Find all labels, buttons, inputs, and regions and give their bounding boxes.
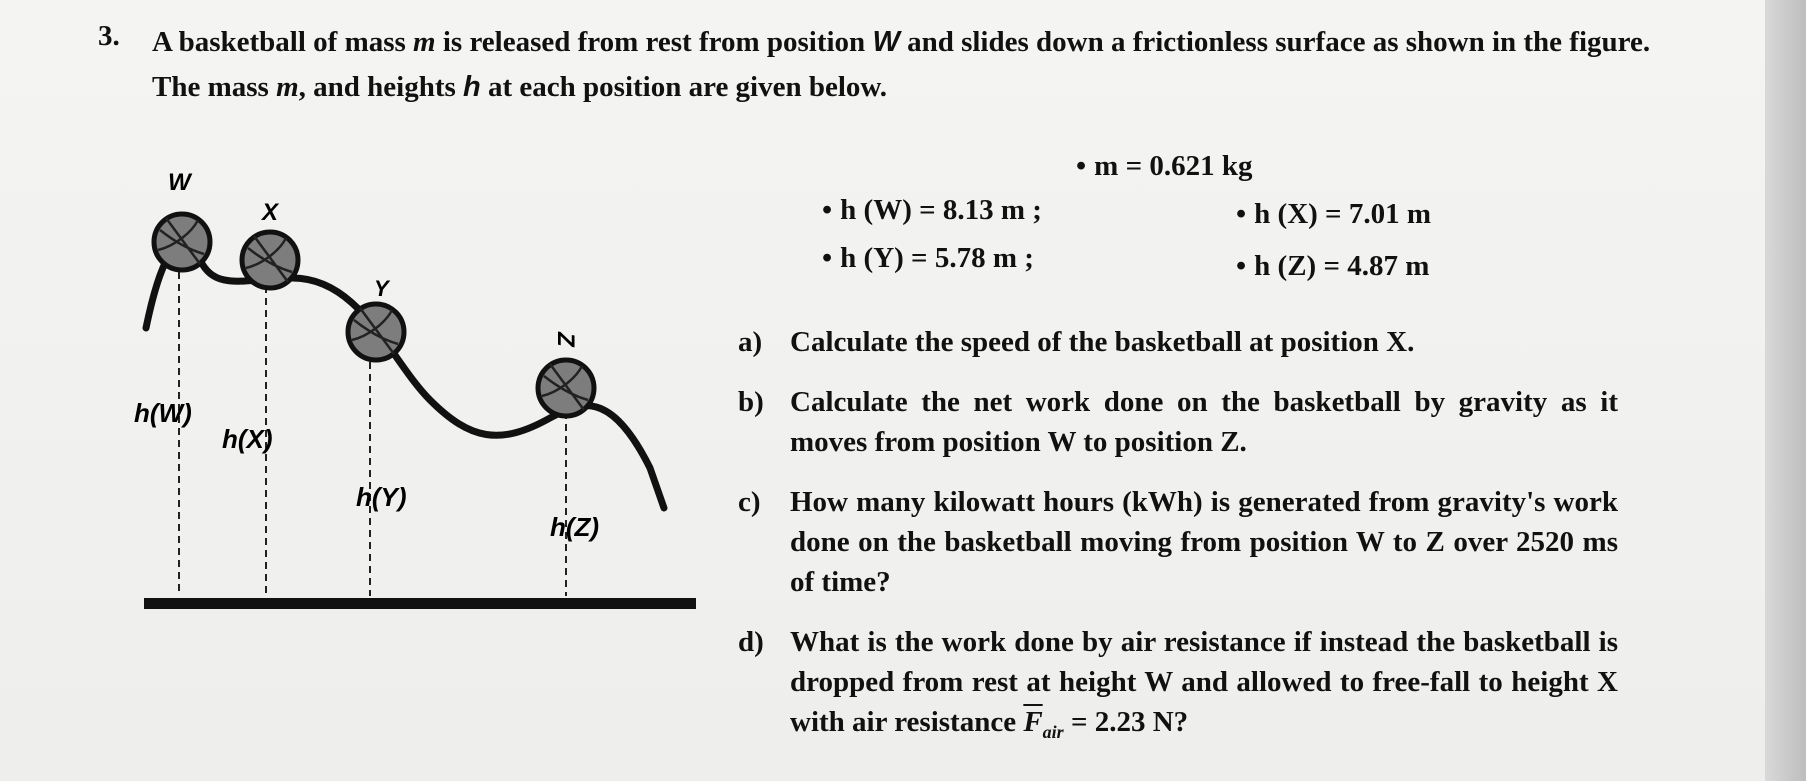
question-text-end: = 2.23 N? — [1063, 706, 1189, 738]
stem-var-m2: m — [276, 71, 299, 103]
question-text: What is the work done by air resistance if instead the basketball is dropped from rest at height W and allowed to free-fall to height X with air resistance — [790, 626, 1618, 738]
given-height-w: • h (W) = 8.13 m ; — [822, 194, 1042, 227]
track-diagram — [130, 160, 710, 620]
stem-text-2: is released from rest from position — [435, 26, 873, 58]
label-x: X — [262, 199, 279, 226]
stem-text-5: at each position are given below. — [480, 71, 888, 103]
question-a — [738, 322, 1618, 362]
question-d — [738, 622, 1618, 752]
label-y: Y — [374, 276, 389, 301]
ball-w — [154, 214, 210, 270]
stem-text-1: A basketball of mass — [152, 26, 414, 58]
problem-stem — [152, 20, 1692, 110]
height-label-x: h(X) — [222, 424, 273, 454]
question-label: c) — [738, 486, 761, 518]
given-mass: • m = 0.621 kg — [1076, 150, 1252, 183]
problem-number: 3. — [98, 20, 120, 52]
question-list — [738, 322, 1618, 772]
height-label-w: h(W) — [134, 398, 192, 428]
force-symbol: $\overline{F}$ — [1023, 706, 1043, 738]
question-label: d) — [738, 626, 764, 658]
question-text: Calculate the speed of the basketball at position X. — [790, 326, 1415, 358]
question-label: b) — [738, 386, 764, 418]
label-z: Z — [552, 332, 579, 347]
page-edge — [1765, 0, 1806, 781]
ball-y — [348, 304, 404, 360]
stem-text-3: and slides down a frictionless surface as shown in the figure. The mass — [152, 26, 1651, 103]
stem-text-4: , and heights — [298, 71, 464, 103]
stem-var-m: m — [413, 26, 436, 58]
given-height-x: • h (X) = 7.01 m — [1236, 198, 1431, 231]
question-b — [738, 382, 1618, 462]
question-c — [738, 482, 1618, 602]
force-subscript: air — [1042, 721, 1064, 742]
given-height-z: • h (Z) = 4.87 m — [1236, 250, 1429, 283]
height-label-y: h(Y) — [356, 482, 407, 512]
question-text: How many kilowatt hours (kWh) is generated from gravity's work done on the basketball moving from position W to Z over 2520 ms of time? — [790, 486, 1618, 598]
ball-z — [538, 360, 594, 416]
stem-var-w: W — [872, 26, 900, 58]
ground-line — [144, 598, 696, 609]
question-label: a) — [738, 326, 763, 358]
stem-var-h: h — [463, 71, 481, 103]
height-label-z: h(Z) — [550, 512, 600, 542]
question-text: Calculate the net work done on the basketball by gravity as it moves from position W to position Z. — [790, 386, 1618, 458]
label-w: W — [168, 169, 191, 196]
given-height-y: • h (Y) = 5.78 m ; — [822, 242, 1034, 275]
track-figure — [130, 160, 710, 620]
ball-x — [242, 232, 298, 288]
